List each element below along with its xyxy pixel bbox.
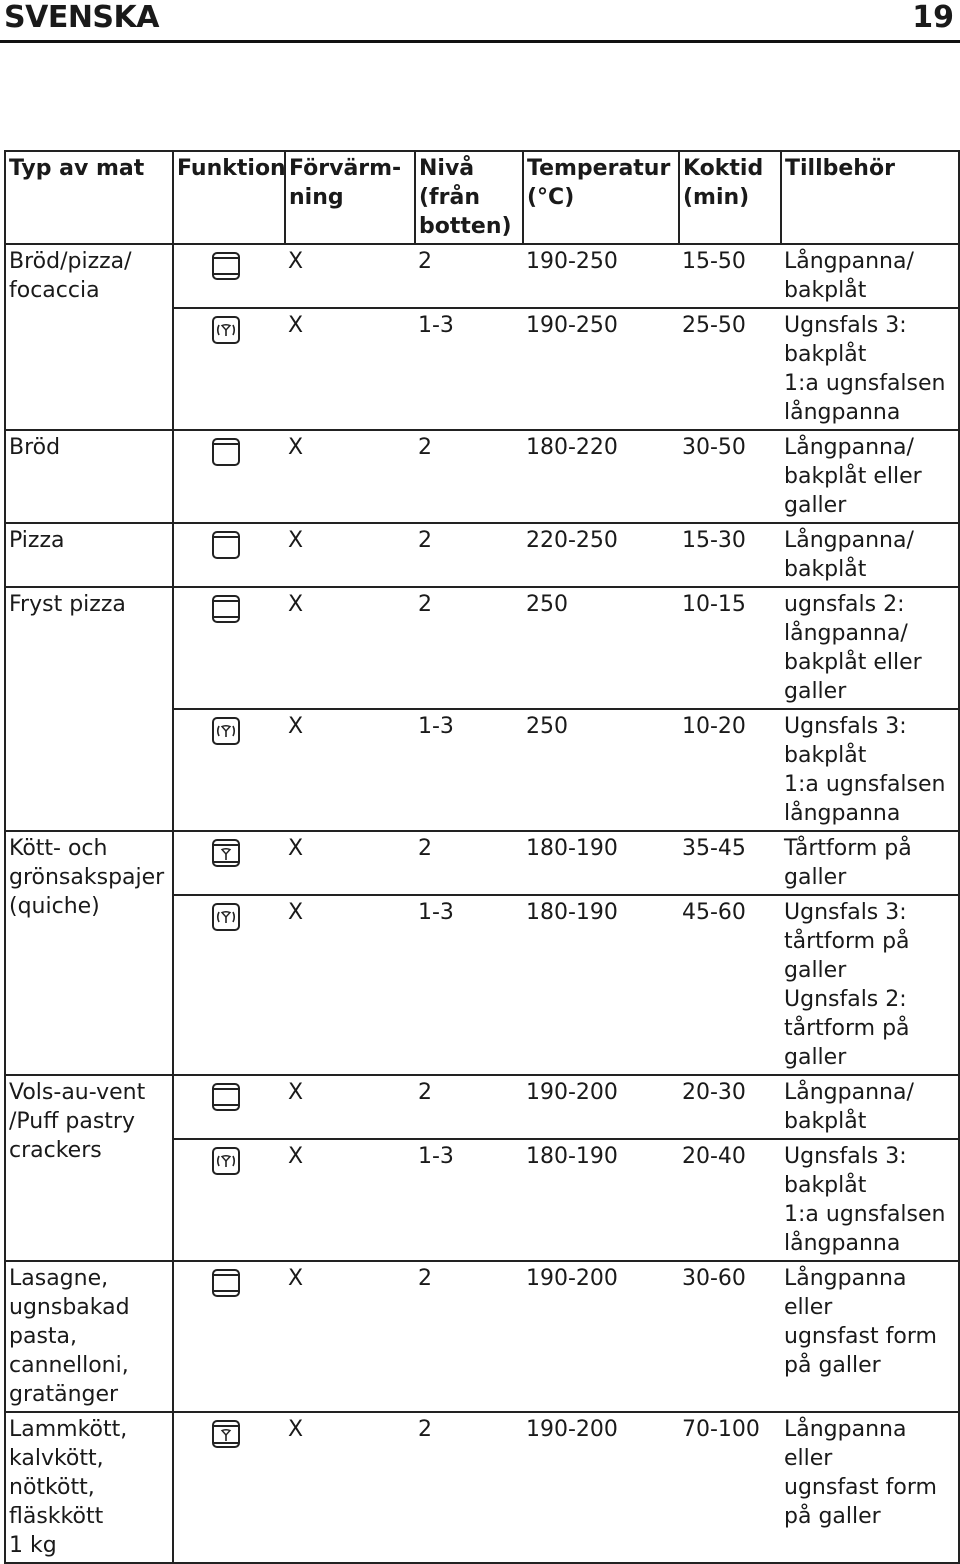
level-cell: 1-3 [415, 1139, 523, 1261]
function-cell [173, 430, 285, 523]
page-number: 19 [912, 0, 954, 35]
preheat-cell: X [285, 1075, 415, 1139]
function-cell [173, 587, 285, 709]
fan-heat-icon [211, 716, 241, 746]
food-type-cell: Bröd/pizza/ focaccia [5, 244, 173, 430]
page-header [0, 0, 960, 60]
preheat-cell: X [285, 523, 415, 587]
time-cell: 45-60 [679, 895, 781, 1075]
accessory-cell: Tårtform på galler [781, 831, 959, 895]
function-cell [173, 709, 285, 831]
accessory-cell: Långpanna/ bakplåt [781, 244, 959, 308]
function-cell [173, 523, 285, 587]
time-cell: 15-50 [679, 244, 781, 308]
time-cell: 30-60 [679, 1261, 781, 1412]
time-cell: 70-100 [679, 1412, 781, 1563]
preheat-cell: X [285, 1139, 415, 1261]
temperature-cell: 180-190 [523, 895, 679, 1075]
level-cell: 1-3 [415, 308, 523, 430]
accessory-cell: Långpanna/ bakplåt [781, 523, 959, 587]
preheat-cell: X [285, 587, 415, 709]
section-title: SVENSKA [4, 0, 159, 35]
accessory-cell: Långpanna/ bakplåt [781, 1075, 959, 1139]
time-cell: 20-30 [679, 1075, 781, 1139]
level-cell: 1-3 [415, 709, 523, 831]
function-cell [173, 1261, 285, 1412]
preheat-cell: X [285, 244, 415, 308]
level-cell: 2 [415, 587, 523, 709]
level-cell: 2 [415, 1261, 523, 1412]
preheat-cell: X [285, 831, 415, 895]
level-cell: 2 [415, 244, 523, 308]
preheat-cell: X [285, 709, 415, 831]
table-row [5, 1412, 959, 1563]
function-cell [173, 244, 285, 308]
col-header-time: Koktid (min) [679, 151, 781, 244]
function-cell [173, 1412, 285, 1563]
food-type-cell: Pizza [5, 523, 173, 587]
food-type-cell: Kött- och grönsakspajer (quiche) [5, 831, 173, 1075]
table-row [5, 430, 959, 523]
table-row [5, 831, 959, 895]
accessory-cell: ugnsfals 2: långpanna/ bakplåt eller galler [781, 587, 959, 709]
preheat-cell: X [285, 308, 415, 430]
table-row [5, 1261, 959, 1412]
top-bottom-heat-icon [211, 1268, 241, 1298]
time-cell: 15-30 [679, 523, 781, 587]
temperature-cell: 220-250 [523, 523, 679, 587]
col-header-food: Typ av mat [5, 151, 173, 244]
time-cell: 25-50 [679, 308, 781, 430]
accessory-cell: Ugnsfals 3: bakplåt 1:a ugnsfalsen långpanna [781, 308, 959, 430]
temperature-cell: 180-220 [523, 430, 679, 523]
conventional-heat-icon [211, 530, 241, 560]
food-type-cell: Vols-au-vent /Puff pastry crackers [5, 1075, 173, 1261]
temperature-cell: 190-200 [523, 1412, 679, 1563]
time-cell: 10-20 [679, 709, 781, 831]
header-rule [0, 40, 960, 43]
level-cell: 2 [415, 430, 523, 523]
table-header-row [5, 151, 959, 244]
fan-grill-icon [211, 838, 241, 868]
function-cell [173, 1139, 285, 1261]
function-cell [173, 831, 285, 895]
col-header-level: Nivå (från botten) [415, 151, 523, 244]
preheat-cell: X [285, 1412, 415, 1563]
preheat-cell: X [285, 1261, 415, 1412]
table-row [5, 244, 959, 308]
col-header-preheat: Förvärm- ning [285, 151, 415, 244]
accessory-cell: Långpanna eller ugnsfast form på galler [781, 1261, 959, 1412]
food-type-cell: Bröd [5, 430, 173, 523]
level-cell: 2 [415, 523, 523, 587]
fan-heat-icon [211, 315, 241, 345]
table-row [5, 587, 959, 709]
food-type-cell: Fryst pizza [5, 587, 173, 831]
function-cell [173, 1075, 285, 1139]
food-type-cell: Lammkött, kalvkött, nötkött, fläskkött 1 kg [5, 1412, 173, 1563]
temperature-cell: 250 [523, 587, 679, 709]
conventional-heat-icon [211, 437, 241, 467]
accessory-cell: Ugnsfals 3: bakplåt 1:a ugnsfalsen långpanna [781, 1139, 959, 1261]
table-row [5, 1075, 959, 1139]
level-cell: 2 [415, 1412, 523, 1563]
temperature-cell: 190-200 [523, 1261, 679, 1412]
top-bottom-heat-icon [211, 594, 241, 624]
time-cell: 30-50 [679, 430, 781, 523]
col-header-accessory: Tillbehör [781, 151, 959, 244]
preheat-cell: X [285, 430, 415, 523]
time-cell: 35-45 [679, 831, 781, 895]
temperature-cell: 180-190 [523, 831, 679, 895]
time-cell: 10-15 [679, 587, 781, 709]
fan-grill-icon [211, 1419, 241, 1449]
level-cell: 2 [415, 831, 523, 895]
level-cell: 2 [415, 1075, 523, 1139]
top-bottom-heat-icon [211, 251, 241, 281]
table-row [5, 523, 959, 587]
function-cell [173, 895, 285, 1075]
time-cell: 20-40 [679, 1139, 781, 1261]
preheat-cell: X [285, 895, 415, 1075]
temperature-cell: 250 [523, 709, 679, 831]
temperature-cell: 190-250 [523, 244, 679, 308]
accessory-cell: Långpanna/ bakplåt eller galler [781, 430, 959, 523]
temperature-cell: 190-250 [523, 308, 679, 430]
accessory-cell: Ugnsfals 3: tårtform på galler Ugnsfals 2: tårtform på galler [781, 895, 959, 1075]
function-cell [173, 308, 285, 430]
top-bottom-heat-icon [211, 1082, 241, 1112]
table-body [5, 244, 959, 1563]
fan-heat-icon [211, 1146, 241, 1176]
cooking-table [4, 150, 960, 1564]
accessory-cell: Långpanna eller ugnsfast form på galler [781, 1412, 959, 1563]
level-cell: 1-3 [415, 895, 523, 1075]
col-header-function: Funktion [173, 151, 285, 244]
temperature-cell: 190-200 [523, 1075, 679, 1139]
fan-heat-icon [211, 902, 241, 932]
col-header-temperature: Temperatur (°C) [523, 151, 679, 244]
temperature-cell: 180-190 [523, 1139, 679, 1261]
food-type-cell: Lasagne, ugnsbakad pasta, cannelloni, gratänger [5, 1261, 173, 1412]
accessory-cell: Ugnsfals 3: bakplåt 1:a ugnsfalsen långpanna [781, 709, 959, 831]
